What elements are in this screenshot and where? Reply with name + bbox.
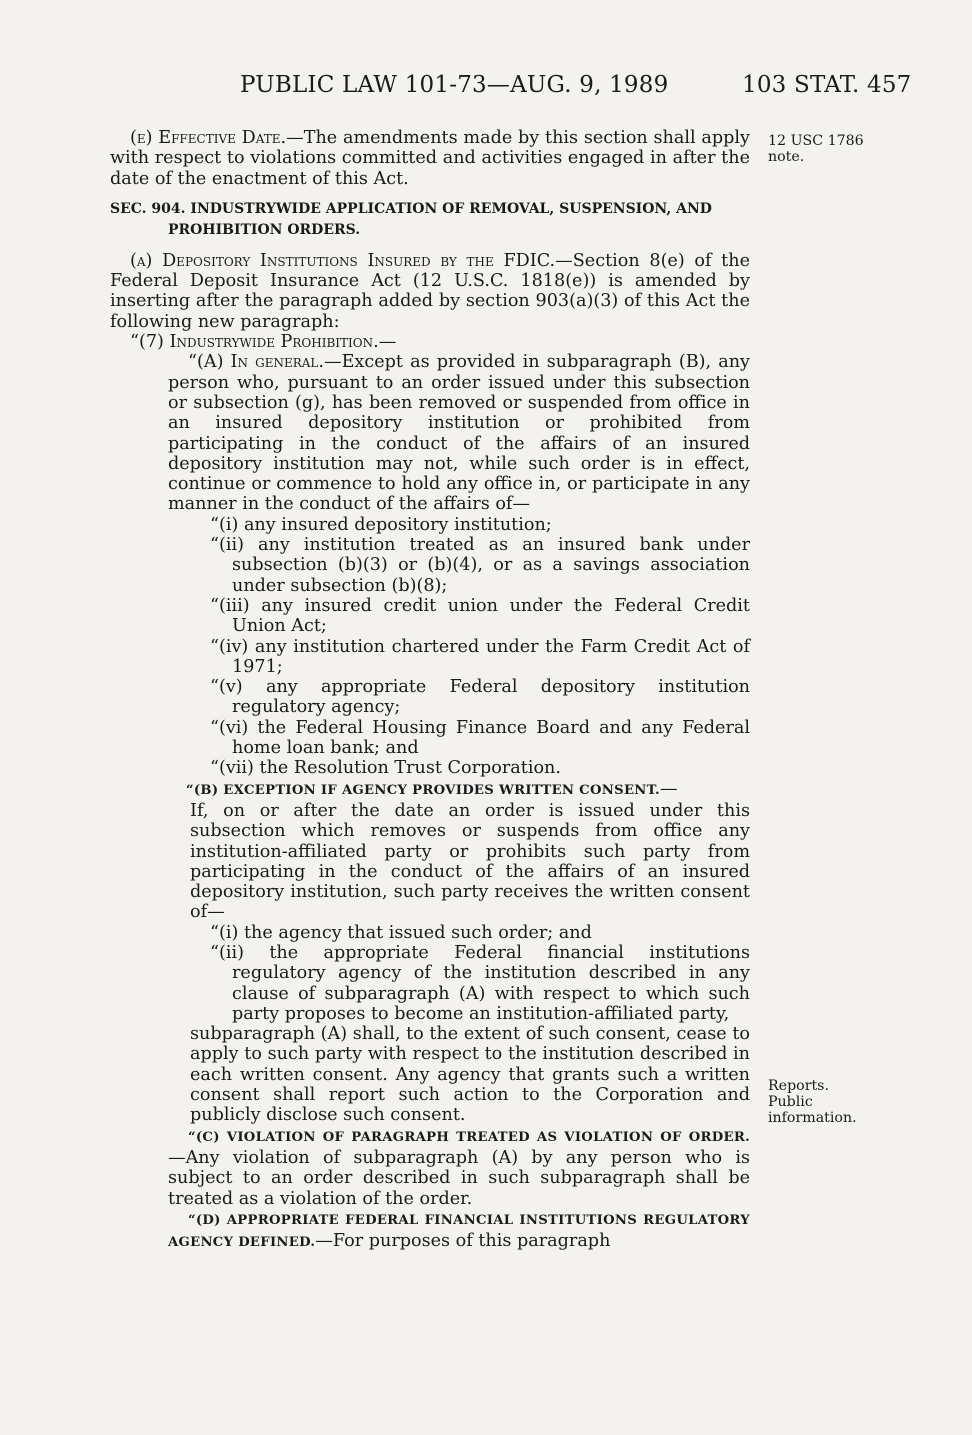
paragraph-heading: (e) Effective Date. — [130, 128, 287, 148]
clause-A-v: “(v) any appropriate Federal depository institution regulatory agency; — [210, 677, 750, 718]
paragraph-heading: “(7) Industrywide Prohibition. — [130, 332, 379, 353]
clause-A-ii: “(ii) any institution treated as an insured bank under subsection (b)(3) or (b)(4), or as a savings association under subsection (b)(8); — [210, 535, 750, 596]
subparagraph-B-text: If, on or after the date an order is issued under this subsection which removes or suspends from office any institution-affiliated party or prohibits such party from participating in the conduct of the affairs of an insured depository institution, such party receives the written consent of— — [190, 800, 750, 923]
margin-note-line: 12 USC 1786 — [768, 133, 864, 149]
clause-A-vi: “(vi) the Federal Housing Finance Board and any Federal home loan bank; and — [210, 717, 750, 759]
section-heading: SEC. 904. INDUSTRYWIDE APPLICATION OF REMOVAL, SUSPENSION, AND PROHIBITION ORDERS. — [110, 200, 712, 238]
subparagraph-heading: “(B) EXCEPTION IF AGENCY PROVIDES WRITTEN CONSENT. — [186, 782, 660, 798]
subparagraph-B-heading — [108, 779, 750, 801]
subparagraph-text: —Except as provided in subparagraph (B), any person who, pursuant to an order issued under this subsection or subsection (g), has been removed or suspended from office in an insured depository institution or prohibited from participating in the conduct of the affairs of an insured depository institution may not, while such order is in effect, continue or commence to hold any office in, or participate in any manner in the conduct of the affairs of— — [168, 352, 750, 515]
statute-body — [110, 128, 750, 1253]
clause-B-ii: “(ii) the appropriate Federal financial institutions regulatory agency of the institution described in any clause of subparagraph (A) with respect to which such party proposes to become an institution-affiliated party, — [210, 942, 750, 1024]
subparagraph-heading: “(C) VIOLATION OF PARAGRAPH TREATED AS VIOLATION OF ORDER. — [188, 1129, 750, 1145]
subparagraph-heading: “(A) In general. — [188, 352, 324, 373]
subparagraph-text: —Any violation of subparagraph (A) by any person who is subject to an order described in such subparagraph shall be treated as a violation of the order. — [168, 1147, 750, 1209]
paragraph-heading-fdic: FDIC. — [493, 250, 556, 271]
clause-A-vii: “(vii) the Resolution Trust Corporation. — [210, 758, 561, 779]
margin-note-line: note. — [768, 149, 805, 165]
paragraph-7-heading — [110, 332, 750, 352]
subparagraph-text: —For purposes of this paragraph — [315, 1231, 611, 1252]
paragraph-subsection-a — [110, 251, 750, 332]
clause-B-i: “(i) the agency that issued such order; and — [210, 922, 592, 943]
subparagraph-dash: — — [659, 778, 678, 799]
clause-A-i: “(i) any insured depository institution; — [210, 514, 552, 535]
margin-note-usc — [768, 133, 864, 165]
running-header-title: PUBLIC LAW 101-73—AUG. 9, 1989 — [240, 72, 669, 98]
paragraph-text: —The amendments made by this section shall apply with respect to violations committed and activities engaged in after the date of the enactment of this Act. — [110, 128, 750, 189]
subparagraph-C — [88, 1126, 750, 1209]
margin-note-reports — [768, 1078, 857, 1126]
subparagraph-A — [88, 352, 750, 514]
subparagraph-heading: “(D) APPROPRIATE FEDERAL FINANCIAL INSTITUTIONS REGULATORY AGENCY DEFINED. — [168, 1212, 750, 1251]
subparagraph-B-tail: subparagraph (A) shall, to the extent of such consent, cease to apply to such party with respect to the institution described in each written consent. Any agency that grants such a written consent shall report such action to the Corporation and publicly disclose such consent. — [190, 1024, 750, 1126]
paragraph-text: —Section 8(e) of the Federal Deposit Insurance Act (12 U.S.C. 1818(e)) is amended by inserting after the paragraph added by section 903(a)(3) of this Act the following new paragraph: — [110, 250, 750, 332]
clause-A-iii: “(iii) any insured credit union under the Federal Credit Union Act; — [210, 595, 750, 637]
paragraph-heading: (a) Depository Institutions Insured by the — [130, 250, 494, 271]
subparagraph-D — [88, 1209, 750, 1254]
paragraph-dash: — — [378, 332, 397, 353]
running-header-stat-ref: 103 STAT. 457 — [742, 72, 912, 98]
margin-note-line: Public — [768, 1094, 813, 1110]
paragraph-effective-date — [110, 128, 750, 189]
clause-A-iv: “(iv) any institution chartered under the Farm Credit Act of 1971; — [210, 636, 750, 677]
margin-note-line: Reports. — [768, 1078, 829, 1094]
margin-note-line: information. — [768, 1110, 857, 1126]
